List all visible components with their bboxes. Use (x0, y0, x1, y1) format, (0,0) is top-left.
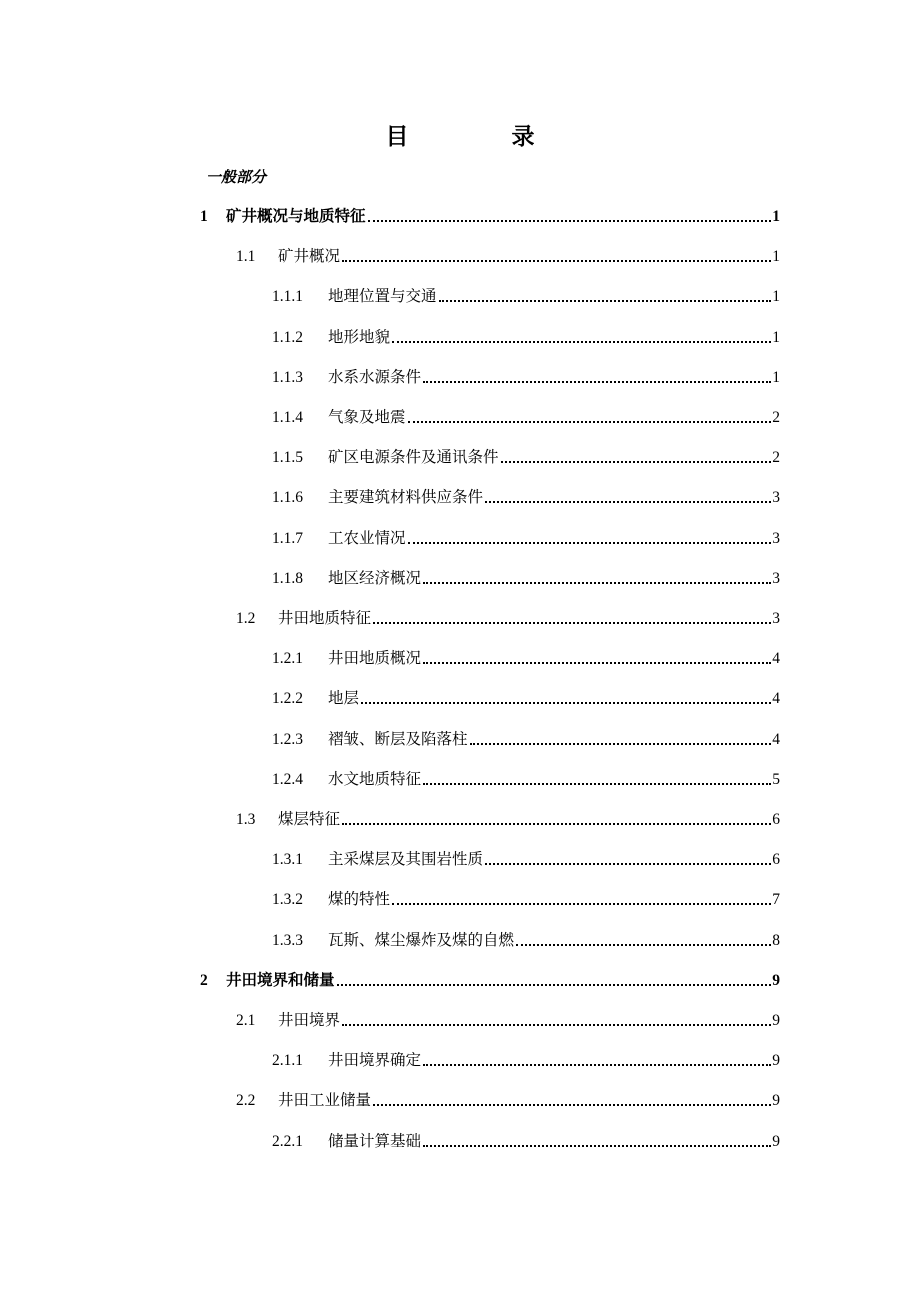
dot-leader (337, 984, 772, 986)
dot-leader (423, 1064, 771, 1066)
toc-entry[interactable] (272, 1048, 780, 1070)
toc-entry-number: 2.2 (236, 1092, 256, 1110)
toc-entry-number: 1.1.6 (272, 489, 303, 507)
toc-entry[interactable] (272, 485, 780, 507)
toc-entry[interactable] (236, 807, 780, 829)
toc-entry-label: 地理位置与交通 (328, 288, 437, 306)
section-heading: 一般部分 (206, 170, 267, 186)
dot-leader (501, 461, 772, 463)
toc-entry-number: 1.2.4 (272, 770, 303, 788)
dot-leader (361, 702, 771, 704)
toc-entry-page: 6 (772, 851, 780, 869)
toc-entry-number: 1.1.2 (272, 328, 303, 346)
toc-entry-page: 7 (772, 891, 780, 909)
toc-entry-page: 9 (772, 1052, 780, 1070)
dot-leader (342, 1024, 771, 1026)
toc-entry-page: 5 (772, 770, 780, 788)
toc-entry[interactable] (272, 566, 780, 588)
dot-leader (423, 662, 771, 664)
toc-entry[interactable] (236, 244, 780, 266)
toc-entry-number: 1.1.7 (272, 529, 303, 547)
toc-entry[interactable] (236, 1008, 780, 1030)
toc-entry-number: 1.2.3 (272, 730, 303, 748)
dot-leader (423, 582, 771, 584)
toc-entry-page: 9 (772, 1092, 780, 1110)
dot-leader (423, 783, 771, 785)
toc-entry[interactable] (272, 727, 780, 749)
toc-entry-number: 2.2.1 (272, 1132, 303, 1150)
dot-leader (373, 622, 771, 624)
toc-entry-label: 井田境界确定 (328, 1052, 422, 1070)
toc-entry-page: 9 (772, 1132, 780, 1150)
toc-entry-page: 9 (772, 1012, 780, 1029)
toc-entry[interactable] (236, 1088, 780, 1110)
dot-leader (373, 1104, 771, 1106)
toc-entry[interactable] (272, 284, 780, 306)
toc-entry-label: 气象及地震 (328, 409, 406, 426)
toc-entry-label: 水文地质特征 (328, 770, 422, 788)
toc-entry-page: 3 (772, 489, 780, 507)
toc-entry-label: 地层 (328, 690, 360, 708)
toc-entry-number: 2.1.1 (272, 1052, 303, 1070)
toc-entry[interactable] (272, 767, 780, 789)
toc-entry[interactable] (272, 405, 780, 427)
toc-entry-page: 3 (772, 610, 780, 627)
toc-entry-number: 1 (200, 208, 208, 225)
toc-entry-label: 矿井概况与地质特征 (226, 208, 366, 225)
toc-entry[interactable] (272, 847, 780, 869)
toc-entry-page: 1 (772, 288, 780, 306)
dot-leader (408, 542, 772, 544)
toc-entry-label: 水系水源条件 (328, 368, 422, 386)
dot-leader (392, 341, 771, 343)
toc-entry[interactable] (272, 928, 780, 950)
dot-leader (423, 1145, 771, 1147)
toc-entry-number: 1.2.2 (272, 690, 303, 708)
toc-entry-number: 1.1.8 (272, 569, 303, 587)
toc-entry[interactable] (272, 646, 780, 668)
toc-entry[interactable] (272, 325, 780, 347)
toc-entry-label: 瓦斯、煤尘爆炸及煤的自燃 (328, 931, 515, 949)
toc-entry-number: 1.2 (236, 610, 256, 627)
toc-entry-label: 井田境界和储量 (226, 971, 335, 989)
toc-entry[interactable] (272, 526, 780, 548)
toc-entry-label: 地形地貌 (328, 328, 391, 346)
toc-entry-label: 煤层特征 (278, 811, 341, 828)
toc-entry-number: 2 (200, 971, 208, 989)
toc-entry-label: 矿井概况 (278, 248, 341, 266)
toc-entry-number: 1.1.5 (272, 449, 303, 467)
toc-entry-page: 4 (772, 690, 780, 708)
dot-leader (423, 381, 771, 383)
toc-entry-page: 1 (772, 248, 780, 266)
toc-entry-number: 2.1 (236, 1012, 256, 1029)
toc-entry-label: 主采煤层及其围岩性质 (328, 851, 484, 869)
dot-leader (439, 300, 772, 302)
toc-entry-label: 井田地质特征 (278, 610, 372, 627)
toc-entry-page: 1 (772, 208, 780, 225)
toc-entry-label: 矿区电源条件及通讯条件 (328, 449, 499, 467)
toc-entry-page: 3 (772, 569, 780, 587)
toc-entry[interactable] (272, 686, 780, 708)
toc-entry-number: 1.1 (236, 248, 256, 266)
toc-entry[interactable] (272, 365, 780, 387)
toc-entry-page: 3 (772, 529, 780, 547)
dot-leader (392, 903, 771, 905)
dot-leader (342, 823, 771, 825)
toc-entry[interactable] (272, 445, 780, 467)
toc-entry[interactable] (272, 887, 780, 909)
toc-entry-number: 1.3.2 (272, 891, 303, 909)
toc-entry-number: 1.1.3 (272, 368, 303, 386)
page-title: 目 录 (385, 124, 575, 149)
toc-entry[interactable] (236, 606, 780, 628)
toc-entry-label: 工农业情况 (328, 529, 406, 547)
dot-leader (485, 863, 771, 865)
toc-entry-label: 储量计算基础 (328, 1132, 422, 1150)
dot-leader (516, 944, 771, 946)
toc-entry-page: 1 (772, 328, 780, 346)
toc-entry-page: 2 (772, 449, 780, 467)
dot-leader (408, 421, 772, 423)
toc-entry-label: 地区经济概况 (328, 569, 422, 587)
toc-entry-page: 6 (772, 811, 780, 828)
toc-entry-label: 煤的特性 (328, 891, 391, 909)
toc-entry-page: 4 (772, 730, 780, 748)
toc-entry-label: 褶皱、断层及陷落柱 (328, 730, 468, 748)
toc-entry-page: 1 (772, 368, 780, 386)
toc-entry-label: 主要建筑材料供应条件 (328, 489, 484, 507)
toc-entry-number: 1.2.1 (272, 650, 303, 668)
toc-entry-number: 1.1.4 (272, 409, 303, 426)
toc-entry-number: 1.3.3 (272, 931, 303, 949)
dot-leader (342, 260, 771, 262)
toc-entry-page: 4 (772, 650, 780, 668)
toc-entry[interactable] (272, 1129, 780, 1151)
toc-entry-page: 8 (772, 931, 780, 949)
toc-entry[interactable] (200, 968, 780, 990)
toc-entry-number: 1.1.1 (272, 288, 303, 306)
toc-entry[interactable] (200, 204, 780, 226)
toc-entry-label: 井田地质概况 (328, 650, 422, 668)
toc-entry-number: 1.3.1 (272, 851, 303, 869)
dot-leader (470, 743, 772, 745)
toc-entry-page: 2 (772, 409, 780, 426)
toc-entry-page: 9 (772, 971, 780, 989)
dot-leader (485, 501, 771, 503)
toc-entry-label: 井田工业储量 (278, 1092, 372, 1110)
dot-leader (368, 220, 772, 222)
toc-entry-label: 井田境界 (278, 1012, 341, 1029)
toc-entry-number: 1.3 (236, 811, 256, 828)
